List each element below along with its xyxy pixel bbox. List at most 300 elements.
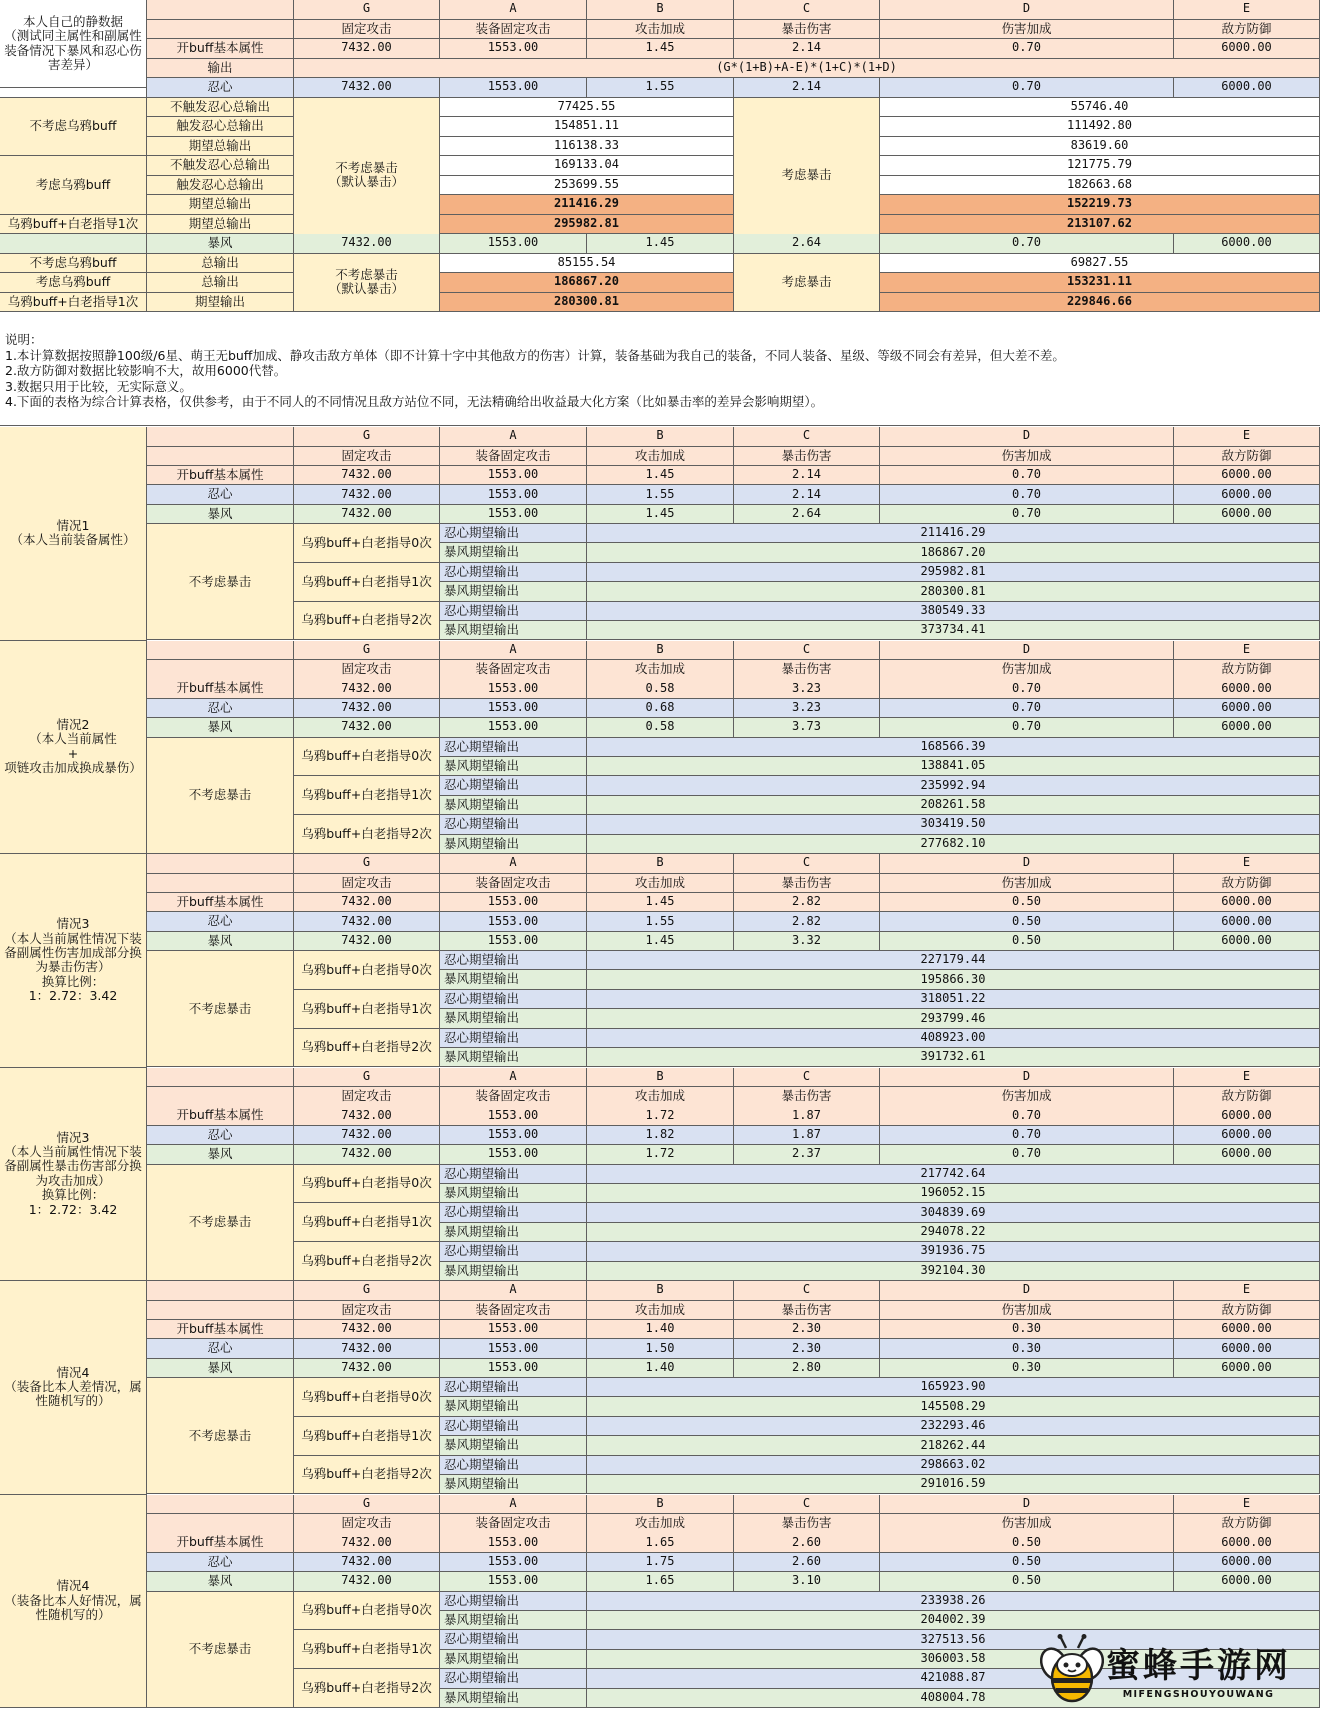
value-cell: 7432.00 <box>294 1553 440 1572</box>
value-cell: 6000.00 <box>1174 485 1320 504</box>
value-cell: 6000.00 <box>1174 1106 1320 1125</box>
column-letter: G <box>294 1068 440 1088</box>
buff-level-label: 乌鸦buff+白老指导2次 <box>294 1456 440 1495</box>
header-blank <box>147 874 294 894</box>
expect-value: 304839.69 <box>587 1203 1320 1222</box>
value-cell: 7432.00 <box>294 718 440 737</box>
column-letter: D <box>880 427 1174 447</box>
header-blank <box>147 1301 294 1321</box>
value-cell: 2.14 <box>734 466 880 485</box>
column-letter: E <box>1174 641 1320 661</box>
buff-level-label: 乌鸦buff+白老指导1次 <box>294 1630 440 1669</box>
value-cell: 0.30 <box>880 1320 1174 1339</box>
expect-label: 忍心期望输出 <box>440 738 587 757</box>
header-blank <box>147 1281 294 1301</box>
no-crit-label: 不考虑暴击 <box>147 1165 294 1281</box>
value-cell: 0.50 <box>880 1553 1174 1572</box>
notes-line: 4.下面的表格为综合计算表格，仅供参考，由于不同人的不同情况且敌方站位不同，无法精确给出收益最大化方案（比如暴击率的差异会影响期望）。 <box>5 394 824 409</box>
value-cell: 1.72 <box>587 1145 734 1164</box>
bee-icon <box>1040 1634 1104 1704</box>
result-label: 不触发忍心总输出 <box>147 98 294 118</box>
expect-label: 忍心期望输出 <box>440 815 587 834</box>
expect-value: 138841.05 <box>587 757 1320 776</box>
value-cell: 2.30 <box>734 1320 880 1339</box>
column-name: 攻击加成 <box>587 1301 734 1321</box>
column-name: 暴击伤害 <box>734 1301 880 1321</box>
value-cell: 7432.00 <box>294 1359 440 1378</box>
column-letter: A <box>440 1068 587 1088</box>
value-cell: 7432.00 <box>294 1572 440 1591</box>
value-cell: 7432.00 <box>294 505 440 524</box>
value-cell: 1553.00 <box>440 1553 587 1572</box>
expect-label: 暴风期望输出 <box>440 1048 587 1067</box>
expect-value: 391936.75 <box>587 1242 1320 1261</box>
expect-label: 暴风期望输出 <box>440 757 587 776</box>
output-value: 154851.11 <box>440 117 734 137</box>
column-name: 装备固定攻击 <box>440 1301 587 1321</box>
value-cell: 1553.00 <box>440 699 587 718</box>
row-label: 忍心 <box>147 1553 294 1572</box>
output-value: 116138.33 <box>440 137 734 157</box>
column-name: 装备固定攻击 <box>440 660 587 680</box>
buff-level-label: 乌鸦buff+白老指导2次 <box>294 602 440 641</box>
value-cell: 1.45 <box>587 234 734 254</box>
header-blank <box>147 1087 294 1107</box>
expect-value: 295982.81 <box>587 563 1320 582</box>
no-crit-label: 不考虑暴击 （默认暴击） <box>294 254 440 313</box>
row-label: 暴风 <box>147 505 294 524</box>
expect-label: 暴风期望输出 <box>440 1184 587 1203</box>
expect-value: 232293.46 <box>587 1417 1320 1436</box>
column-name: 敌方防御 <box>1174 1301 1320 1321</box>
value-cell: 6000.00 <box>1174 912 1320 931</box>
expect-label: 暴风期望输出 <box>440 1223 587 1242</box>
value-cell: 7432.00 <box>294 466 440 485</box>
header-blank <box>147 447 294 467</box>
column-letter: G <box>294 0 440 20</box>
value-cell: 1.82 <box>587 1126 734 1145</box>
no-crit-label: 不考虑暴击 <box>147 1592 294 1708</box>
value-cell: 1553.00 <box>440 1320 587 1339</box>
expect-value: 208261.58 <box>587 796 1320 815</box>
column-name: 敌方防御 <box>1174 20 1320 40</box>
expect-label: 暴风期望输出 <box>440 1009 587 1028</box>
value-cell: 6000.00 <box>1174 679 1320 698</box>
column-letter: E <box>1174 1281 1320 1301</box>
value-cell: 7432.00 <box>294 234 440 254</box>
value-cell: 0.50 <box>880 1533 1174 1552</box>
blank-cell <box>0 88 147 98</box>
buff-level-label: 乌鸦buff+白老指导0次 <box>294 524 440 563</box>
situation-title: 情况1 （本人当前装备属性） <box>0 427 147 641</box>
output-value: 55746.40 <box>880 98 1320 118</box>
value-cell: 6000.00 <box>1174 1533 1320 1552</box>
column-name: 装备固定攻击 <box>440 874 587 894</box>
value-cell: 6000.00 <box>1174 1145 1320 1164</box>
expect-label: 忍心期望输出 <box>440 1165 587 1184</box>
header-blank <box>147 427 294 447</box>
result-label: 不触发忍心总输出 <box>147 156 294 176</box>
value-cell: 1553.00 <box>440 39 587 59</box>
expect-label: 忍心期望输出 <box>440 563 587 582</box>
expect-label: 暴风期望输出 <box>440 796 587 815</box>
expect-value: 195866.30 <box>587 970 1320 989</box>
output-value: 295982.81 <box>440 215 734 235</box>
result-label: 期望总输出 <box>147 137 294 157</box>
column-letter: D <box>880 1495 1174 1515</box>
column-letter: D <box>880 1281 1174 1301</box>
column-letter: G <box>294 641 440 661</box>
expect-label: 暴风期望输出 <box>440 1611 587 1630</box>
column-letter: A <box>440 1281 587 1301</box>
value-cell: 3.23 <box>734 679 880 698</box>
value-cell: 1553.00 <box>440 932 587 951</box>
notes-line: 3.数据只用于比较，无实际意义。 <box>5 378 192 394</box>
result-label: 期望总输出 <box>147 215 294 235</box>
result-label: 总输出 <box>147 273 294 293</box>
column-letter: B <box>587 854 734 874</box>
expect-label: 暴风期望输出 <box>440 621 587 640</box>
column-name: 攻击加成 <box>587 447 734 467</box>
value-cell: 0.70 <box>880 718 1174 737</box>
column-name: 固定攻击 <box>294 1514 440 1534</box>
output-value: 153231.11 <box>880 273 1320 293</box>
expect-label: 忍心期望输出 <box>440 951 587 970</box>
header-blank <box>147 1495 294 1515</box>
expect-label: 忍心期望输出 <box>440 1456 587 1475</box>
value-cell: 6000.00 <box>1174 1359 1320 1378</box>
value-cell: 1553.00 <box>440 893 587 912</box>
value-cell: 2.14 <box>734 39 880 59</box>
row-label: 开buff基本属性 <box>147 1320 294 1339</box>
crit-label: 考虑暴击 <box>734 254 880 313</box>
expect-value: 235992.94 <box>587 776 1320 795</box>
output-value: 213107.62 <box>880 215 1320 235</box>
buff-level-label: 乌鸦buff+白老指导0次 <box>294 1165 440 1204</box>
column-letter: A <box>440 854 587 874</box>
output-value: 77425.55 <box>440 98 734 118</box>
expect-value: 303419.50 <box>587 815 1320 834</box>
expect-value: 408004.78 <box>587 1689 1320 1708</box>
expect-value: 373734.41 <box>587 621 1320 640</box>
column-name: 伤害加成 <box>880 660 1174 680</box>
value-cell: 1553.00 <box>440 1339 587 1358</box>
column-name: 敌方防御 <box>1174 874 1320 894</box>
result-label: 期望总输出 <box>147 195 294 215</box>
column-letter: D <box>880 854 1174 874</box>
value-cell: 0.68 <box>587 699 734 718</box>
expect-label: 暴风期望输出 <box>440 1650 587 1669</box>
column-letter: C <box>734 641 880 661</box>
value-cell: 3.73 <box>734 718 880 737</box>
value-cell: 6000.00 <box>1174 78 1320 98</box>
value-cell: 6000.00 <box>1174 699 1320 718</box>
row-label: 开buff基本属性 <box>147 893 294 912</box>
row-label: 暴风 <box>147 932 294 951</box>
row-label: 忍心 <box>147 78 294 98</box>
output-value: 69827.55 <box>880 254 1320 274</box>
value-cell: 1553.00 <box>440 1106 587 1125</box>
value-cell: 1553.00 <box>440 1533 587 1552</box>
value-cell: 2.64 <box>734 234 880 254</box>
column-letter: G <box>294 1281 440 1301</box>
column-name: 敌方防御 <box>1174 1514 1320 1534</box>
column-letter: G <box>294 854 440 874</box>
expect-value: 421088.87 <box>587 1669 1320 1688</box>
value-cell: 1553.00 <box>440 1572 587 1591</box>
group-label: 考虑乌鸦buff <box>0 273 147 293</box>
value-cell: 6000.00 <box>1174 932 1320 951</box>
value-cell: 7432.00 <box>294 893 440 912</box>
result-label: 触发忍心总输出 <box>147 117 294 137</box>
column-name: 敌方防御 <box>1174 447 1320 467</box>
column-letter: G <box>294 427 440 447</box>
row-label: 忍心 <box>147 699 294 718</box>
value-cell: 1.45 <box>587 893 734 912</box>
output-value: 186867.20 <box>440 273 734 293</box>
value-cell: 6000.00 <box>1174 1572 1320 1591</box>
buff-level-label: 乌鸦buff+白老指导1次 <box>294 1417 440 1456</box>
column-name: 攻击加成 <box>587 1514 734 1534</box>
column-name: 暴击伤害 <box>734 660 880 680</box>
expect-value: 408923.00 <box>587 1029 1320 1048</box>
value-cell: 7432.00 <box>294 699 440 718</box>
column-letter: C <box>734 1495 880 1515</box>
value-cell: 6000.00 <box>1174 234 1320 254</box>
value-cell: 6000.00 <box>1174 1126 1320 1145</box>
column-name: 固定攻击 <box>294 447 440 467</box>
column-letter: B <box>587 1281 734 1301</box>
value-cell: 3.32 <box>734 932 880 951</box>
row-label: 暴风 <box>147 1359 294 1378</box>
value-cell: 0.50 <box>880 912 1174 931</box>
header-blank <box>147 0 294 20</box>
column-name: 伤害加成 <box>880 1301 1174 1321</box>
column-name: 敌方防御 <box>1174 660 1320 680</box>
expect-label: 忍心期望输出 <box>440 1203 587 1222</box>
watermark-text: 蜜蜂手游网 <box>1106 1645 1291 1686</box>
expect-label: 忍心期望输出 <box>440 1378 587 1397</box>
result-label: 期望输出 <box>147 293 294 313</box>
value-cell: 1.45 <box>587 505 734 524</box>
column-name: 攻击加成 <box>587 20 734 40</box>
group-label: 不考虑乌鸦buff <box>0 254 147 274</box>
column-name: 装备固定攻击 <box>440 1514 587 1534</box>
buff-level-label: 乌鸦buff+白老指导0次 <box>294 951 440 990</box>
column-name: 伤害加成 <box>880 874 1174 894</box>
value-cell: 0.70 <box>880 466 1174 485</box>
value-cell: 1.45 <box>587 466 734 485</box>
value-cell: 1.55 <box>587 485 734 504</box>
value-cell: 1553.00 <box>440 234 587 254</box>
expect-label: 忍心期望输出 <box>440 1669 587 1688</box>
header-blank <box>147 660 294 680</box>
column-name: 暴击伤害 <box>734 1087 880 1107</box>
expect-label: 忍心期望输出 <box>440 1029 587 1048</box>
result-label: 触发忍心总输出 <box>147 176 294 196</box>
buff-level-label: 乌鸦buff+白老指导0次 <box>294 738 440 777</box>
situation-title: 情况4 （装备比本人差情况，属性随机写的） <box>0 1281 147 1495</box>
row-label: 暴风 <box>147 718 294 737</box>
column-letter: E <box>1174 427 1320 447</box>
group-label: 乌鸦buff+白老指导1次 <box>0 215 147 235</box>
expect-label: 暴风期望输出 <box>440 543 587 562</box>
expect-label: 忍心期望输出 <box>440 1417 587 1436</box>
column-name: 敌方防御 <box>1174 1087 1320 1107</box>
value-cell: 2.30 <box>734 1339 880 1358</box>
expect-value: 392104.30 <box>587 1262 1320 1281</box>
value-cell: 0.70 <box>880 78 1174 98</box>
expect-label: 暴风期望输出 <box>440 1436 587 1455</box>
output-value: 280300.81 <box>440 293 734 313</box>
value-cell: 7432.00 <box>294 679 440 698</box>
value-cell: 0.70 <box>880 234 1174 254</box>
value-cell: 0.70 <box>880 505 1174 524</box>
value-cell: 0.70 <box>880 39 1174 59</box>
row-label: 忍心 <box>147 912 294 931</box>
no-crit-label: 不考虑暴击 <box>147 524 294 640</box>
output-value: 211416.29 <box>440 195 734 215</box>
row-label: 忍心 <box>147 1126 294 1145</box>
buff-level-label: 乌鸦buff+白老指导2次 <box>294 1242 440 1281</box>
row-label: 开buff基本属性 <box>147 466 294 485</box>
value-cell: 7432.00 <box>294 1320 440 1339</box>
expect-value: 291016.59 <box>587 1475 1320 1494</box>
notes-line: 说明： <box>5 332 43 347</box>
notes-line: 1.本计算数据按照静100级/6星、萌王无buff加成、静攻击敌方单体（即不计算十字中其他敌方的伤害）计算，装备基础为我自己的装备，不同人装备、星级、等级不同会有差异，但大差不差。 <box>5 347 1065 363</box>
value-cell: 7432.00 <box>294 1145 440 1164</box>
row-label: 暴风 <box>147 1572 294 1591</box>
column-name: 装备固定攻击 <box>440 20 587 40</box>
value-cell: 7432.00 <box>294 1533 440 1552</box>
group-label: 考虑乌鸦buff <box>0 156 147 215</box>
column-name: 装备固定攻击 <box>440 1087 587 1107</box>
output-value: 182663.68 <box>880 176 1320 196</box>
value-cell: 2.80 <box>734 1359 880 1378</box>
watermark-logo <box>1040 1628 1320 1709</box>
expect-label: 暴风期望输出 <box>440 582 587 601</box>
column-name: 固定攻击 <box>294 20 440 40</box>
value-cell: 7432.00 <box>294 1339 440 1358</box>
column-letter: D <box>880 1068 1174 1088</box>
situation-title: 情况2 （本人当前属性 + 项链攻击加成换成暴伤） <box>0 641 147 855</box>
value-cell: 6000.00 <box>1174 39 1320 59</box>
value-cell: 1553.00 <box>440 505 587 524</box>
value-cell: 1553.00 <box>440 485 587 504</box>
output-value: 253699.55 <box>440 176 734 196</box>
column-letter: A <box>440 641 587 661</box>
value-cell: 0.70 <box>880 485 1174 504</box>
expect-label: 忍心期望输出 <box>440 1242 587 1261</box>
value-cell: 0.58 <box>587 718 734 737</box>
output-value: 85155.54 <box>440 254 734 274</box>
value-cell: 6000.00 <box>1174 1553 1320 1572</box>
value-cell: 1.75 <box>587 1553 734 1572</box>
column-name: 伤害加成 <box>880 20 1174 40</box>
expect-label: 暴风期望输出 <box>440 1397 587 1416</box>
header-blank <box>147 641 294 661</box>
expect-value: 218262.44 <box>587 1436 1320 1455</box>
value-cell: 0.70 <box>880 679 1174 698</box>
value-cell: 0.70 <box>880 1145 1174 1164</box>
expect-value: 277682.10 <box>587 835 1320 854</box>
row-label: 开buff基本属性 <box>147 1106 294 1125</box>
value-cell: 7432.00 <box>294 932 440 951</box>
value-cell: 1.40 <box>587 1359 734 1378</box>
expect-label: 忍心期望输出 <box>440 602 587 621</box>
output-value: 83619.60 <box>880 137 1320 157</box>
blank-cell <box>0 234 147 254</box>
column-letter: A <box>440 1495 587 1515</box>
expect-value: 294078.22 <box>587 1223 1320 1242</box>
value-cell: 0.50 <box>880 932 1174 951</box>
column-letter: C <box>734 0 880 20</box>
no-crit-label: 不考虑暴击 <box>147 738 294 854</box>
row-label: 暴风 <box>147 234 294 254</box>
row-label: 开buff基本属性 <box>147 679 294 698</box>
value-cell: 2.82 <box>734 912 880 931</box>
group-label: 不考虑乌鸦buff <box>0 98 147 157</box>
value-cell: 1.50 <box>587 1339 734 1358</box>
situation-title: 情况3 （本人当前属性情况下装备副属性暴击伤害部分换为攻击加成） 换算比例： 1：2.72：3.42 <box>0 1068 147 1282</box>
column-letter: E <box>1174 1495 1320 1515</box>
column-letter: A <box>440 0 587 20</box>
notes-line: 2.敌方防御对数据比较影响不大，故用6000代替。 <box>5 363 287 378</box>
buff-level-label: 乌鸦buff+白老指导1次 <box>294 776 440 815</box>
row-label: 输出 <box>147 59 294 79</box>
output-value: 111492.80 <box>880 117 1320 137</box>
value-cell: 0.70 <box>880 1106 1174 1125</box>
situation-title: 情况3 （本人当前属性情况下装备副属性伤害加成部分换为暴击伤害） 换算比例： 1：2.72：3.42 <box>0 854 147 1068</box>
column-name: 固定攻击 <box>294 660 440 680</box>
column-name: 伤害加成 <box>880 1087 1174 1107</box>
row-label: 暴风 <box>147 1145 294 1164</box>
value-cell: 1.65 <box>587 1533 734 1552</box>
output-value: 121775.79 <box>880 156 1320 176</box>
column-letter: E <box>1174 1068 1320 1088</box>
column-letter: G <box>294 1495 440 1515</box>
value-cell: 6000.00 <box>1174 718 1320 737</box>
value-cell: 3.23 <box>734 699 880 718</box>
result-label: 总输出 <box>147 254 294 274</box>
column-letter: B <box>587 641 734 661</box>
expect-value: 327513.56 <box>587 1630 1320 1649</box>
value-cell: 1553.00 <box>440 679 587 698</box>
value-cell: 2.64 <box>734 505 880 524</box>
value-cell: 6000.00 <box>1174 1339 1320 1358</box>
value-cell: 1.72 <box>587 1106 734 1125</box>
value-cell: 2.82 <box>734 893 880 912</box>
column-letter: C <box>734 1281 880 1301</box>
header-blank <box>147 1514 294 1534</box>
expect-value: 380549.33 <box>587 602 1320 621</box>
value-cell: 1553.00 <box>440 1359 587 1378</box>
expect-value: 211416.29 <box>587 524 1320 543</box>
value-cell: 2.37 <box>734 1145 880 1164</box>
expect-value: 306003.58 <box>587 1650 1320 1669</box>
value-cell: 1.65 <box>587 1572 734 1591</box>
expect-value: 217742.64 <box>587 1165 1320 1184</box>
value-cell: 1.55 <box>587 912 734 931</box>
expect-label: 暴风期望输出 <box>440 835 587 854</box>
value-cell: 0.70 <box>880 1126 1174 1145</box>
row-label: 开buff基本属性 <box>147 1533 294 1552</box>
column-name: 暴击伤害 <box>734 874 880 894</box>
value-cell: 2.14 <box>734 485 880 504</box>
header-blank <box>147 854 294 874</box>
output-value: 169133.04 <box>440 156 734 176</box>
expect-value: 227179.44 <box>587 951 1320 970</box>
